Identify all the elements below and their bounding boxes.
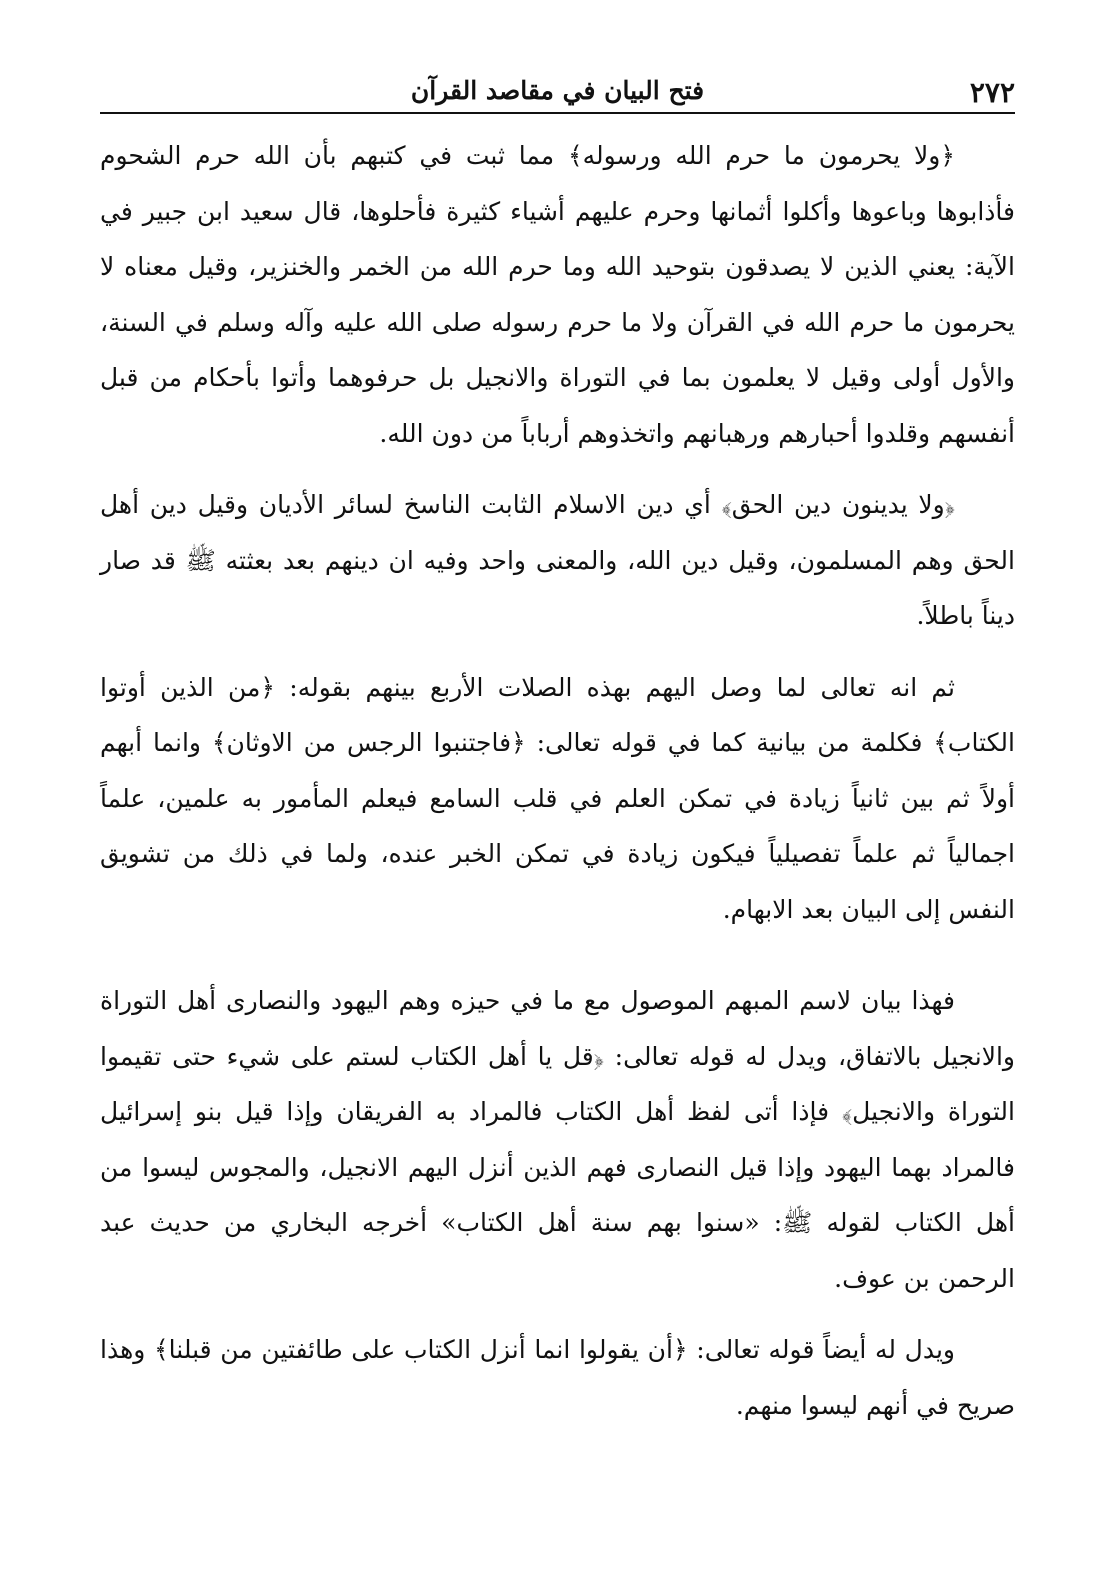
paragraph: ﴿ولا يحرمون ما حرم الله ورسوله﴾ مما ثبت في كتبهم بأن الله حرم الشحوم فأذابوها وباعوها وأكلوا أثمانها وحرم عليهم أشياء كثيرة فأحلوها، قال سعيد ابن جبير في الآية: يعني الذين لا يصدقون بتوحيد الله وما حرم الله من الخمر والخنزير، وقيل معناه لا يحرمون ما حرم الله في القرآن ولا ما حرم رسوله صلى الله عليه وآله وسلم في السنة، والأول أولى وقيل لا يعلمون بما في التوراة والانجيل بل حرفوهما وأتوا بأحكام من قبل أنفسهم وقلدوا أحبارهم ورهبانهم واتخذوهم أرباباً من دون الله. — [100, 141, 1015, 448]
book-page — [100, 60, 1015, 1433]
page-number: ٢٧٢ — [969, 76, 1015, 109]
running-header — [100, 60, 1015, 114]
paragraph: ويدل له أيضاً قوله تعالى: ﴿أن يقولوا انما أنزل الكتاب على طائفتين من قبلنا﴾ وهذا صريح في أنهم ليسوا منهم. — [100, 1335, 1015, 1420]
paragraph: ﴿ولا يدينون دين الحق﴾ أي دين الاسلام الثابت الناسخ لسائر الأديان وقيل دين أهل الحق وهم المسلمون، وقيل دين الله، والمعنى واحد وفيه ان دينهم بعد بعثته ﷺ قد صار ديناً باطلاً. — [100, 490, 1015, 630]
body-text — [100, 128, 1015, 1433]
paragraph: فهذا بيان لاسم المبهم الموصول مع ما في حيزه وهم اليهود والنصارى أهل التوراة والانجيل بالاتفاق، ويدل له قوله تعالى: ﴿قل يا أهل الكتاب لستم على شيء حتى تقيموا التوراة والانجيل﴾ فإذا أتى لفظ أهل الكتاب فالمراد به الفريقان وإذا قيل بنو إسرائيل فالمراد بهما اليهود وإذا قيل النصارى فهم الذين أنزل اليهم الانجيل، والمجوس ليسوا من أهل الكتاب لقوله ﷺ: «سنوا بهم سنة أهل الكتاب» أخرجه البخاري من حديث عبد الرحمن بن عوف. — [100, 986, 1015, 1293]
book-title: فتح البيان في مقاصد القرآن — [410, 76, 705, 105]
paragraph: ثم انه تعالى لما وصل اليهم بهذه الصلات الأربع بينهم بقوله: ﴿من الذين أوتوا الكتاب﴾ فكلمة من بيانية كما في قوله تعالى: ﴿فاجتنبوا الرجس من الاوثان﴾ وانما أبهم أولاً ثم بين ثانياً زيادة في تمكن العلم في قلب السامع فيعلم المأمور به علمين، علماً اجمالياً ثم علماً تفصيلياً فيكون زيادة في تمكن الخبر عنده، ولما في ذلك من تشويق النفس إلى البيان بعد الابهام. — [100, 672, 1015, 924]
